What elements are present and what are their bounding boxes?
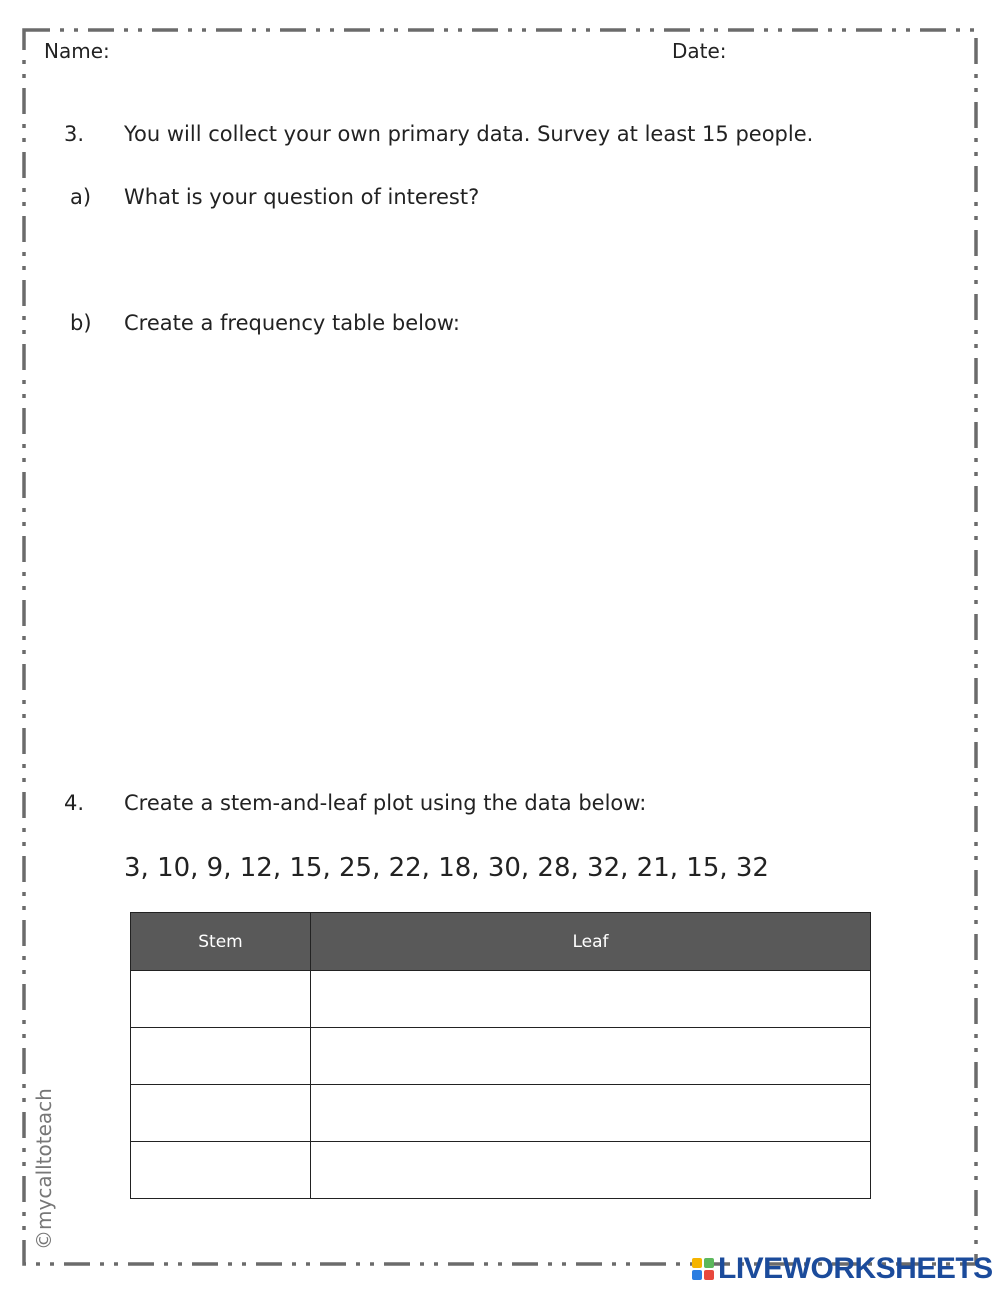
stem-cell[interactable] [131, 971, 311, 1028]
question-3-text: You will collect your own primary data. Survey at least 15 people. [124, 122, 814, 146]
question-4-number: 4. [64, 791, 85, 815]
table-row [131, 1085, 871, 1142]
stem-cell[interactable] [131, 1142, 311, 1199]
copyright-credit: ©mycalltoteach [32, 1088, 56, 1250]
part-a-text: What is your question of interest? [124, 185, 480, 209]
liveworksheets-badge-icon [692, 1258, 714, 1280]
question-3-number: 3. [64, 122, 85, 146]
badge-square-red [704, 1270, 714, 1280]
table-row [131, 1028, 871, 1085]
table-row [131, 1142, 871, 1199]
leaf-cell[interactable] [311, 1142, 871, 1199]
table-header-row [131, 913, 871, 971]
leaf-cell[interactable] [311, 971, 871, 1028]
liveworksheets-wordmark: LIVEWORKSHEETS [718, 1252, 993, 1285]
badge-square-blue [692, 1270, 702, 1280]
stem-leaf-table [130, 912, 871, 1199]
part-a-label: a) [70, 185, 92, 209]
stem-cell[interactable] [131, 1028, 311, 1085]
badge-square-yellow [692, 1258, 702, 1268]
stem-cell[interactable] [131, 1085, 311, 1142]
part-b-label: b) [70, 311, 92, 335]
name-label: Name: [44, 39, 110, 63]
leaf-header: Leaf [311, 913, 871, 971]
stem-header: Stem [131, 913, 311, 971]
leaf-cell[interactable] [311, 1085, 871, 1142]
badge-square-green [704, 1258, 714, 1268]
data-values: 3, 10, 9, 12, 15, 25, 22, 18, 30, 28, 32, 21, 15, 32 [124, 853, 769, 883]
table-row [131, 971, 871, 1028]
liveworksheets-logo [692, 1254, 993, 1284]
date-label: Date: [672, 39, 727, 63]
question-4-text: Create a stem-and-leaf plot using the data below: [124, 791, 647, 815]
part-b-text: Create a frequency table below: [124, 311, 460, 335]
leaf-cell[interactable] [311, 1028, 871, 1085]
